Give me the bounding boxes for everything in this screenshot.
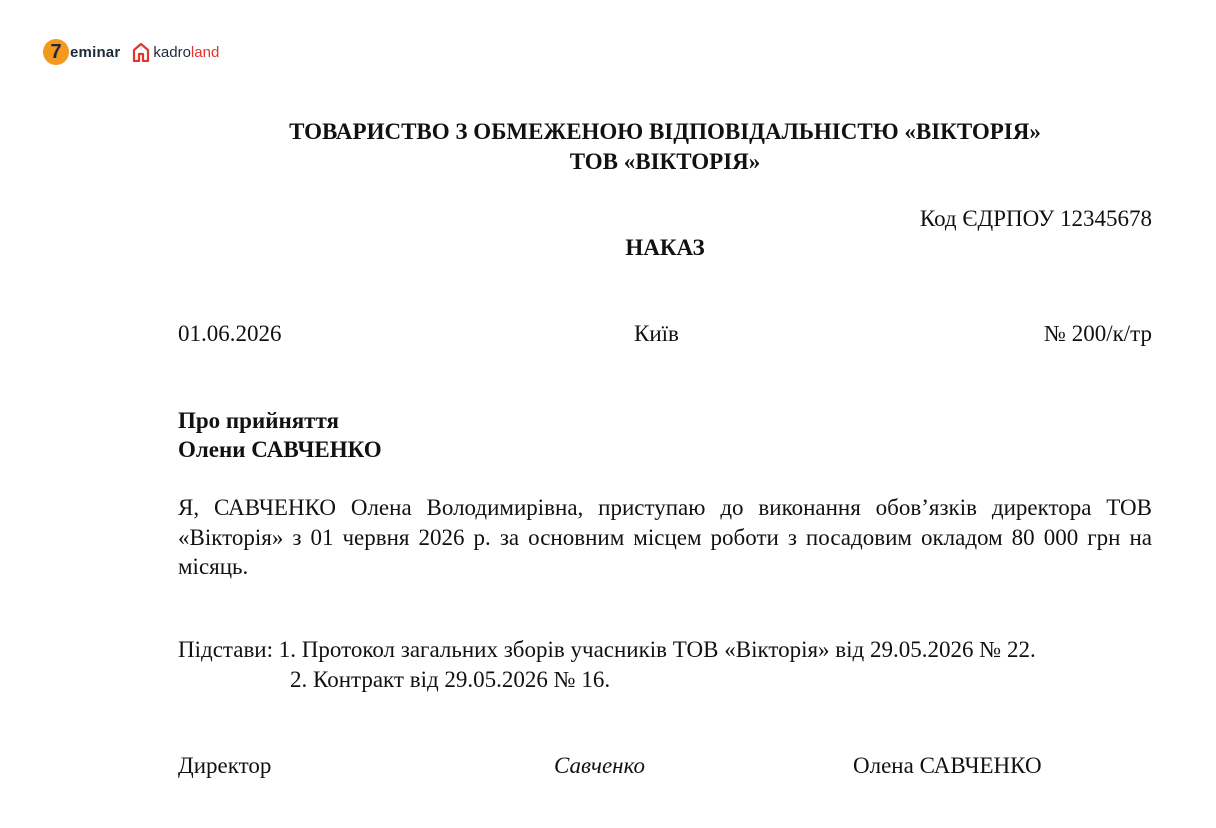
basis-line-2: 2. Контракт від 29.05.2026 № 16. [290,667,611,692]
kadroland-logo-text [153,44,219,61]
edrpou-code: Код ЄДРПОУ 12345678 [919,206,1152,231]
company-short-name: ТОВ «ВІКТОРІЯ» [569,149,761,174]
company-full-name: ТОВАРИСТВО З ОБМЕЖЕНОЮ ВІДПОВІДАЛЬНІСТЮ «ВІКТОРІЯ» [289,119,1041,144]
signature: Савченко [554,753,645,778]
logos-bar [43,38,219,66]
house-icon [132,42,150,62]
seminar-logo[interactable] [43,39,120,65]
subject-line-2: Олени САВЧЕНКО [178,437,382,462]
kadroland-logo[interactable] [132,42,219,62]
order-city: Київ [634,321,679,346]
seminar-logo-text: eminar [70,43,121,61]
subject-line-1: Про прийняття [178,408,339,433]
order-number: № 200/к/тр [1044,321,1152,346]
basis-line-1: Підстави: 1. Протокол загальних зборів учасників ТОВ «Вікторія» від 29.05.2026 № 22. [178,637,1036,662]
kadroland-text-part2: land [190,43,220,61]
signatory-name: Олена САВЧЕНКО [853,753,1042,778]
kadroland-text-part1: kadro [153,43,191,61]
seminar-logo-icon: 7 [43,39,69,65]
order-date: 01.06.2026 [178,321,282,346]
order-body: Я, САВЧЕНКО Олена Володимирівна, приступаю до виконання обов’язків директора ТОВ «Вікторія» з 01 червня 2026 р. за основним місцем роботи з посадовим окладом 80 000 грн на місяць. [178,495,1152,579]
signatory-position: Директор [178,753,272,778]
document-title: НАКАЗ [625,235,705,260]
